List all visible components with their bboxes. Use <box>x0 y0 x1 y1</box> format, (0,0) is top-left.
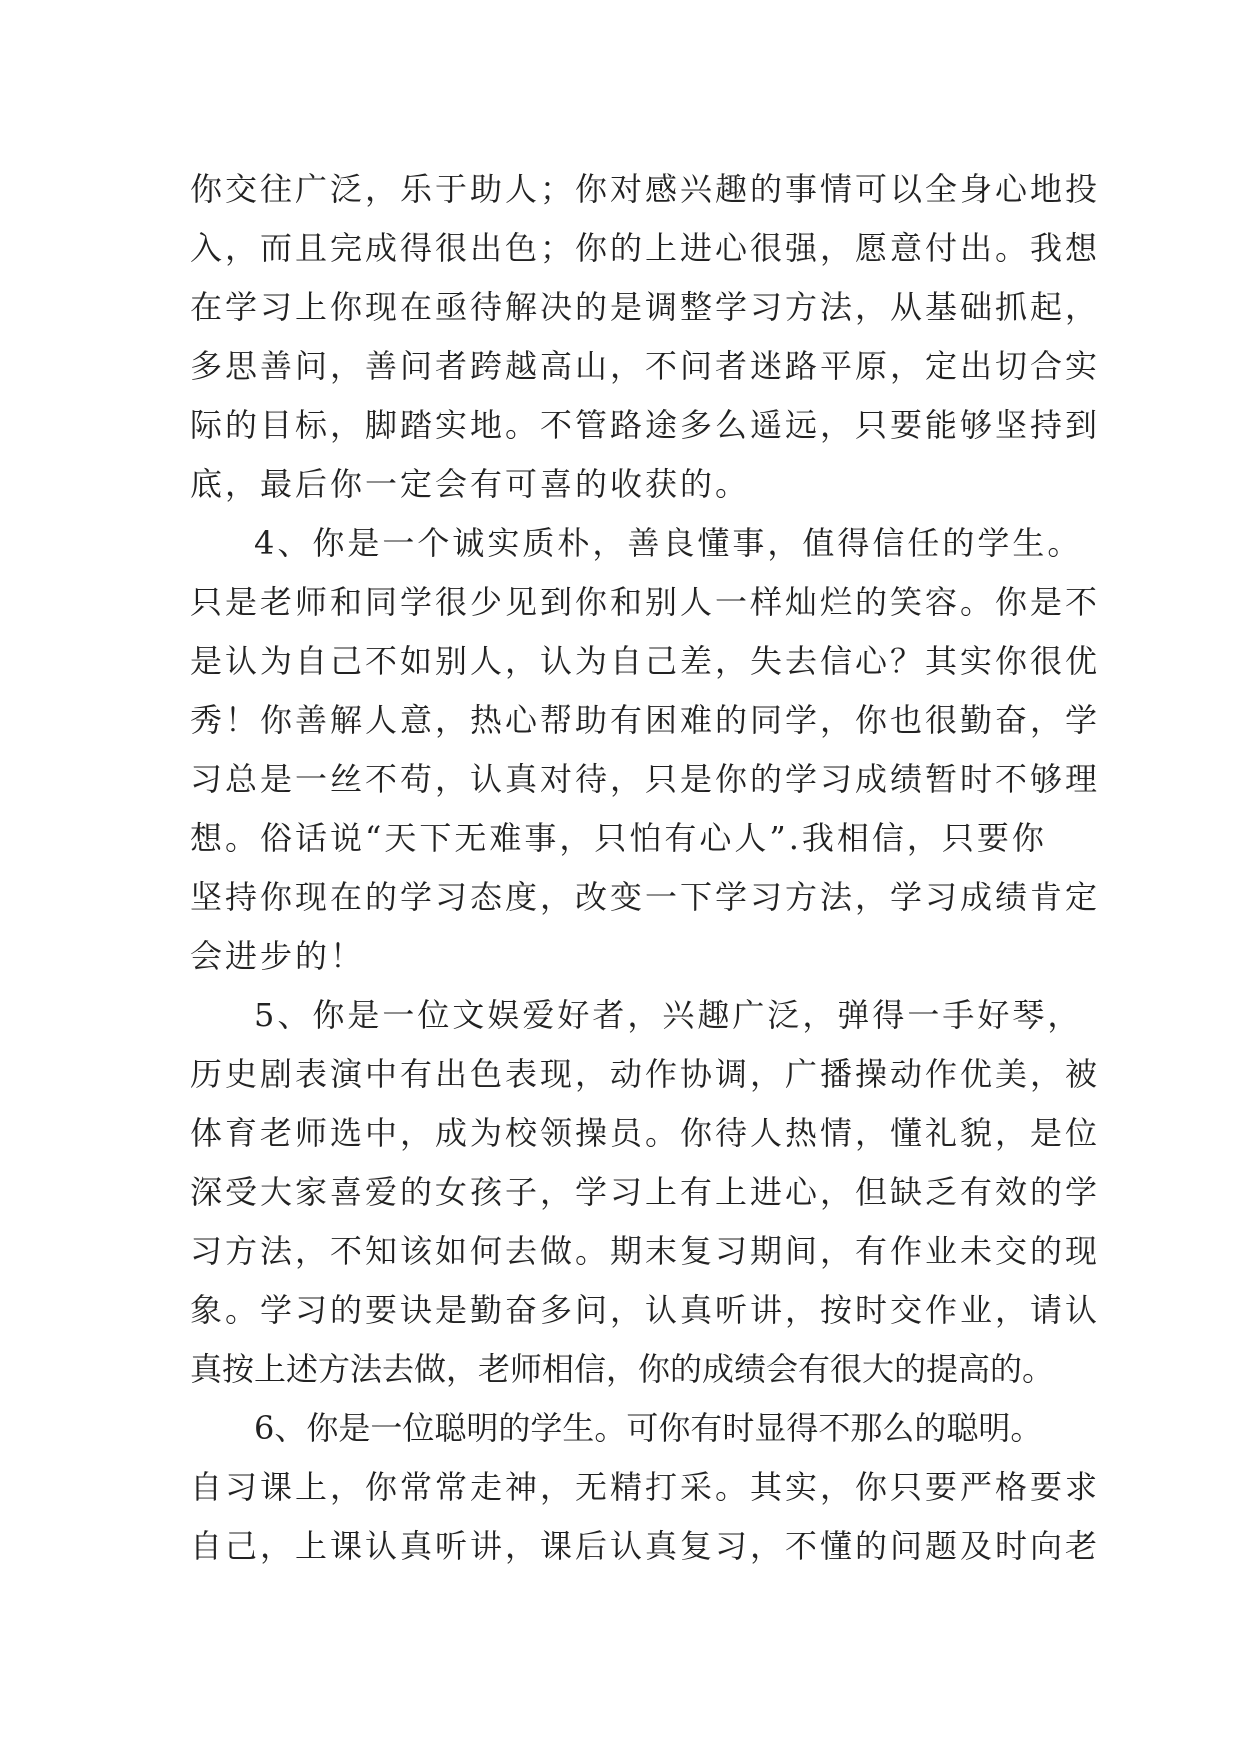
paragraph-6-start: 6、你是一位聪明的学生。可你有时显得不那么的聪明。 <box>254 1409 1043 1447</box>
paragraph-5-start: 5、你是一位文娱爱好者，兴趣广泛，弹得一手好琴， <box>254 996 1083 1034</box>
text-line: 多思善问，善问者跨越高山，不问者迷路平原，定出切合实 <box>190 347 1101 385</box>
text-line: 坚持你现在的学习态度，改变一下学习方法，学习成绩肯定 <box>190 878 1101 916</box>
text-line: 想。俗话说“天下无难事，只怕有心人”.我相信，只要你 <box>190 819 1047 857</box>
text-line: 你交往广泛，乐于助人；你对感兴趣的事情可以全身心地投 <box>190 170 1101 208</box>
text-line: 真按上述方法去做，老师相信，你的成绩会有很大的提高的。 <box>190 1350 1055 1388</box>
text-line: 会进步的！ <box>190 937 366 975</box>
text-line: 自己，上课认真听讲，课后认真复习，不懂的问题及时向老 <box>190 1527 1101 1565</box>
text-line: 象。学习的要诀是勤奋多问，认真听讲，按时交作业，请认 <box>190 1291 1101 1329</box>
text-line: 入，而且完成得很出色；你的上进心很强，愿意付出。我想 <box>190 229 1101 267</box>
text-line: 习总是一丝不苟，认真对待，只是你的学习成绩暂时不够理 <box>190 760 1101 798</box>
text-line: 体育老师选中，成为校领操员。你待人热情，懂礼貌，是位 <box>190 1114 1101 1152</box>
text-line: 习方法，不知该如何去做。期末复习期间，有作业未交的现 <box>190 1232 1101 1270</box>
text-line: 在学习上你现在亟待解决的是调整学习方法，从基础抓起， <box>190 288 1101 326</box>
text-line: 秀！你善解人意，热心帮助有困难的同学，你也很勤奋，学 <box>190 701 1101 739</box>
text-line: 底，最后你一定会有可喜的收获的。 <box>190 465 751 503</box>
text-line: 自习课上，你常常走神，无精打采。其实，你只要严格要求 <box>190 1468 1101 1506</box>
paragraph-4-start: 4、你是一个诚实质朴，善良懂事，值得信任的学生。 <box>254 524 1083 562</box>
text-line: 只是老师和同学很少见到你和别人一样灿烂的笑容。你是不 <box>190 583 1101 621</box>
text-line: 际的目标，脚踏实地。不管路途多么遥远，只要能够坚持到 <box>190 406 1101 444</box>
document-body <box>190 160 1101 1576</box>
text-line: 历史剧表演中有出色表现，动作协调，广播操动作优美，被 <box>190 1055 1101 1093</box>
text-line: 深受大家喜爱的女孩子，学习上有上进心，但缺乏有效的学 <box>190 1173 1101 1211</box>
text-line: 是认为自己不如别人，认为自己差，失去信心？其实你很优 <box>190 642 1101 680</box>
